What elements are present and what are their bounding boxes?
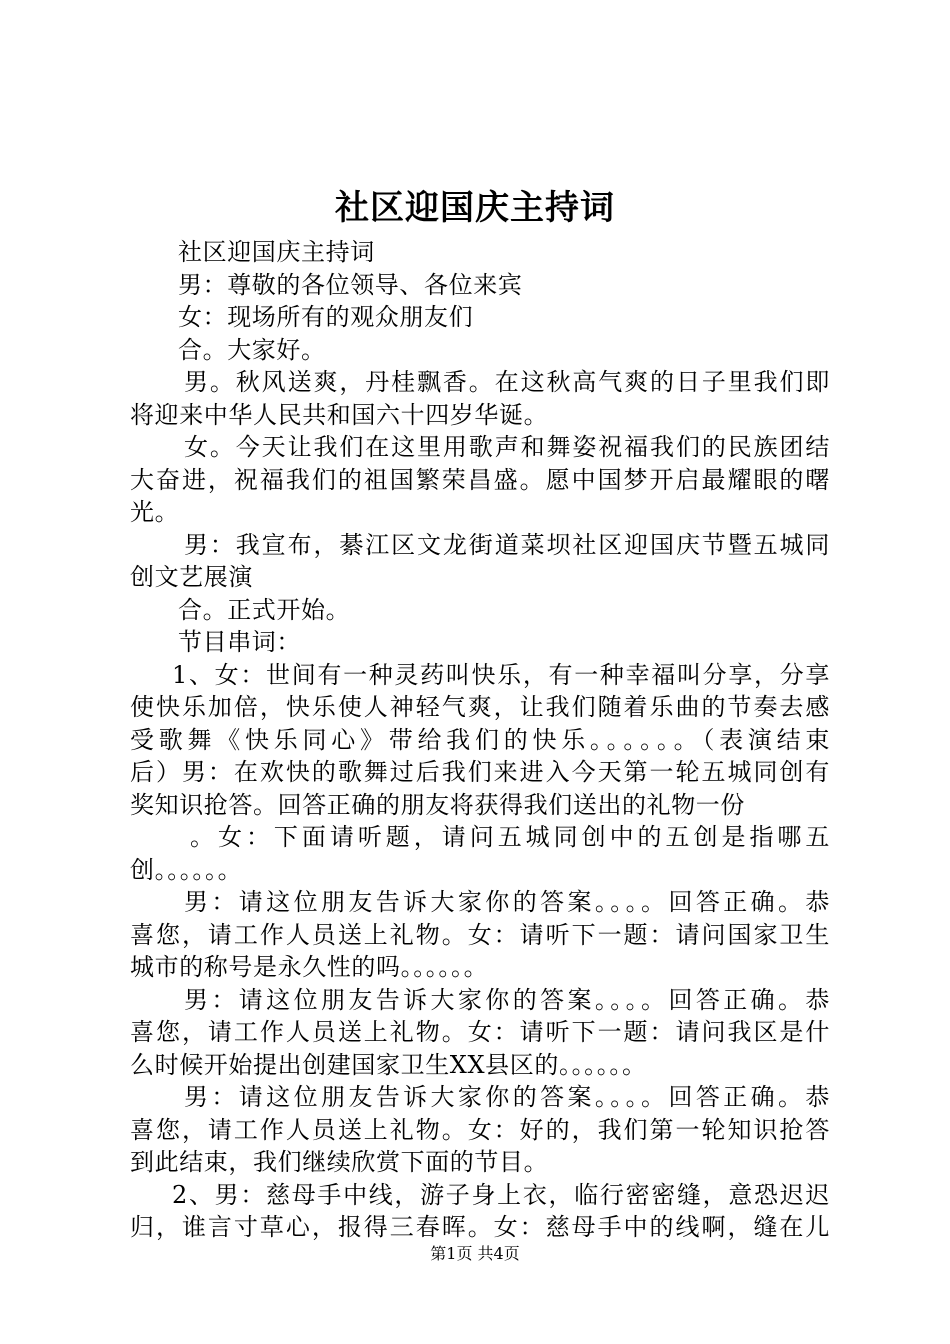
text-line: 么时候开始提出创建国家卫生XX县区的。。。。。。 [130, 1050, 647, 1079]
text-line: 男：请这位朋友告诉大家你的答案。。。。回答正确。恭 [184, 1083, 830, 1111]
text-line: 创文艺展演 [130, 563, 253, 591]
text-line: 合。正式开始。 [178, 595, 351, 624]
text-line: 归，谁言寸草心，报得三春晖。女：慈母手中的线啊，缝在儿 [130, 1213, 830, 1241]
document-body [130, 236, 830, 1244]
document-title: 社区迎国庆主持词 [335, 188, 615, 228]
text-line: 合。大家好。 [178, 335, 326, 364]
text-line: 喜您，请工作人员送上礼物。女：好的，我们第一轮知识抢答 [130, 1115, 830, 1144]
text-line: 光。 [130, 498, 180, 526]
text-line: 使快乐加倍，快乐使人神轻气爽，让我们随着乐曲的节奏去感 [130, 693, 830, 721]
text-line: 喜您，请工作人员送上礼物。女：请听下一题：请问我区是什 [130, 1018, 830, 1046]
text-line: 男：尊敬的各位领导、各位来宾 [178, 270, 523, 299]
text-line: 男：请这位朋友告诉大家你的答案。。。。回答正确。恭 [184, 985, 830, 1014]
text-line: 女：现场所有的观众朋友们 [178, 303, 474, 331]
text-line: 社区迎国庆主持词 [178, 238, 375, 266]
text-line: 女。今天让我们在这里用歌声和舞姿祝福我们的民族团结 [184, 433, 830, 461]
page-number-footer: 第1页 共4页 [430, 1244, 520, 1263]
text-line: 受歌舞《快乐同心》带给我们的快乐。。。。。。（表演结束 [130, 725, 830, 754]
text-line: 大奋进，祝福我们的祖国繁荣昌盛。愿中国梦开启最耀眼的曙 [130, 465, 830, 494]
text-line: 男：我宣布，綦江区文龙街道菜坝社区迎国庆节暨五城同 [184, 530, 830, 559]
text-line: 节目串词： [178, 628, 301, 656]
text-line: 到此结束，我们继续欣赏下面的节目。 [130, 1148, 549, 1176]
text-line: 男：请这位朋友告诉大家你的答案。。。。回答正确。恭 [184, 888, 830, 916]
text-line: 将迎来中华人民共和国六十四岁华诞。 [130, 400, 549, 429]
text-line: 城市的称号是永久性的吗。。。。。。 [130, 953, 489, 981]
text-line: 后）男：在欢快的歌舞过后我们来进入今天第一轮五城同创有 [130, 758, 830, 786]
text-line: 奖知识抢答。回答正确的朋友将获得我们送出的礼物一份 [130, 790, 745, 819]
text-line: 。女：下面请听题，请问五城同创中的五创是指哪五 [190, 823, 830, 851]
text-line: 2、男：慈母手中线，游子身上衣，临行密密缝，意恐迟迟 [172, 1180, 830, 1209]
text-line: 喜您，请工作人员送上礼物。女：请听下一题：请问国家卫生 [130, 920, 830, 949]
text-line: 男。秋风送爽，丹桂飘香。在这秋高气爽的日子里我们即 [184, 368, 830, 396]
text-line: 创。。。。。。 [130, 855, 243, 884]
text-line: 1、女：世间有一种灵药叫快乐，有一种幸福叫分享，分享 [172, 660, 830, 689]
